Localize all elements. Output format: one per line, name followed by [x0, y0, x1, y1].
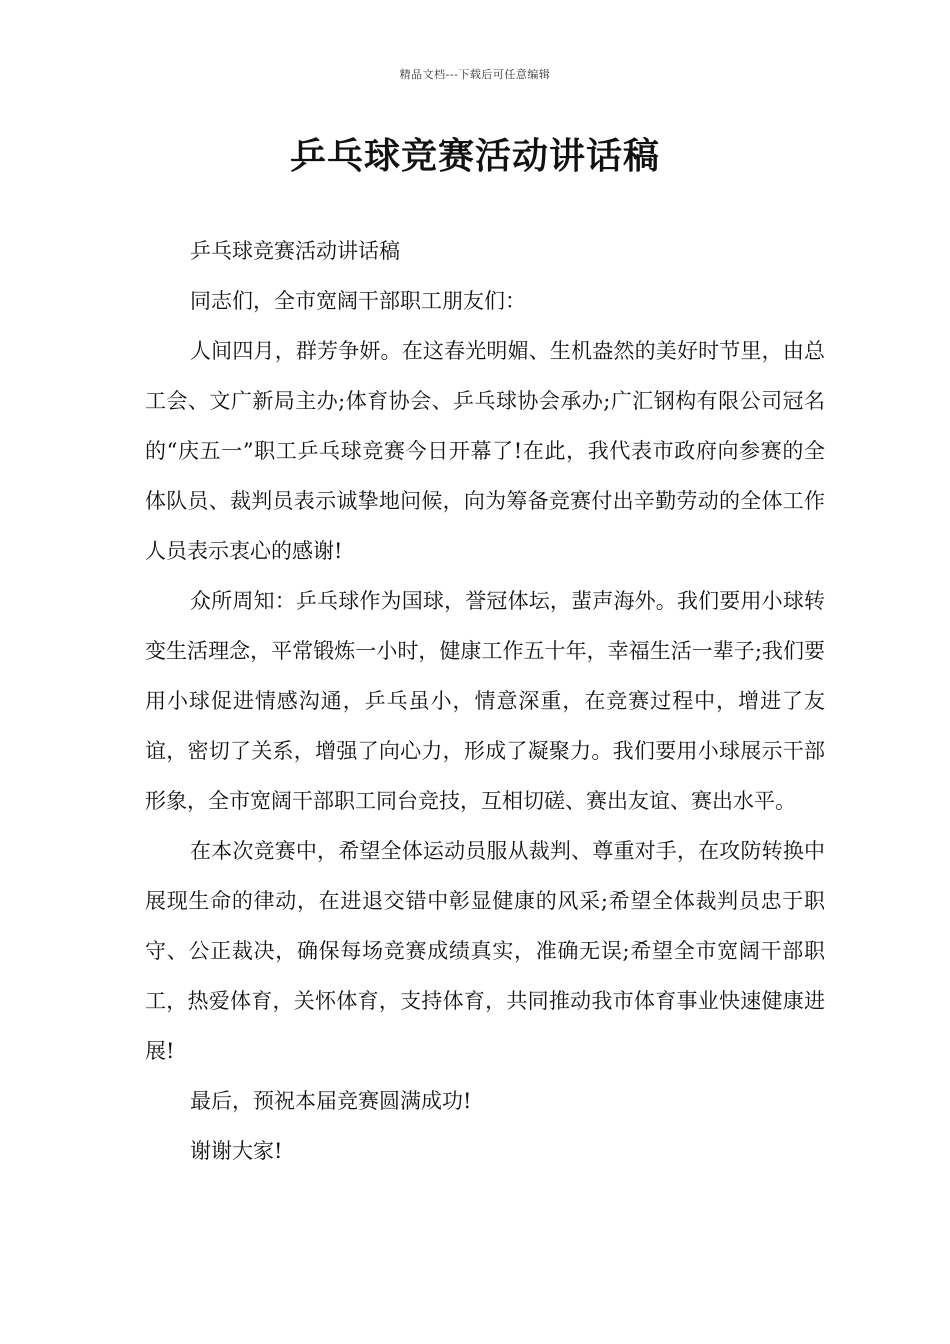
paragraph-significance: 众所周知：乒乓球作为国球，誉冠体坛，蜚声海外。我们要用小球转变生活理念，平常锻炼一小时，健康工作五十年，幸福生活一辈子;我们要用小球促进情感沟通，乒乓虽小，情意深重，在竞赛过程中，增进了友谊，密切了关系，增强了向心力，形成了凝聚力。我们要用小球展示干部形象，全市宽阔干部职工同台竞技，互相切磋、赛出友谊、赛出水平。: [145, 589, 825, 813]
document-title: 乒乓球竞赛活动讲话稿: [289, 136, 660, 177]
paragraph-wishes: 最后，预祝本届竞赛圆满成功!: [190, 1089, 472, 1113]
paragraph-expectations: 在本次竞赛中，希望全体运动员服从裁判、尊重对手，在攻防转换中展现生命的律动，在进退交错中彰显健康的风采;希望全体裁判员忠于职守、公正裁决，确保每场竞赛成绩真实，准确无误;希望全市宽阔干部职工，热爱体育，关怀体育，支持体育，共同推动我市体育事业快速健康进展!: [145, 839, 825, 1063]
document-body: [145, 226, 825, 1176]
header-note: 精品文档---下载后可任意编辑: [399, 68, 551, 81]
paragraph-opening: 人间四月，群芳争妍。在这春光明媚、生机盎然的美好时节里，由总工会、文广新局主办;体育协会、乒乓球协会承办;广汇钢构有限公司冠名的“庆五一”职工乒乓球竞赛今日开幕了!在此，我代表市政府向参赛的全体队员、裁判员表示诚挚地问候，向为筹备竞赛付出辛勤劳动的全体工作人员表示衷心的感谢!: [145, 339, 825, 563]
paragraph-subtitle: 乒乓球竞赛活动讲话稿: [190, 239, 400, 263]
paragraph-salutation: 同志们，全市宽阔干部职工朋友们：: [190, 289, 526, 313]
paragraph-thanks: 谢谢大家!: [190, 1139, 283, 1163]
